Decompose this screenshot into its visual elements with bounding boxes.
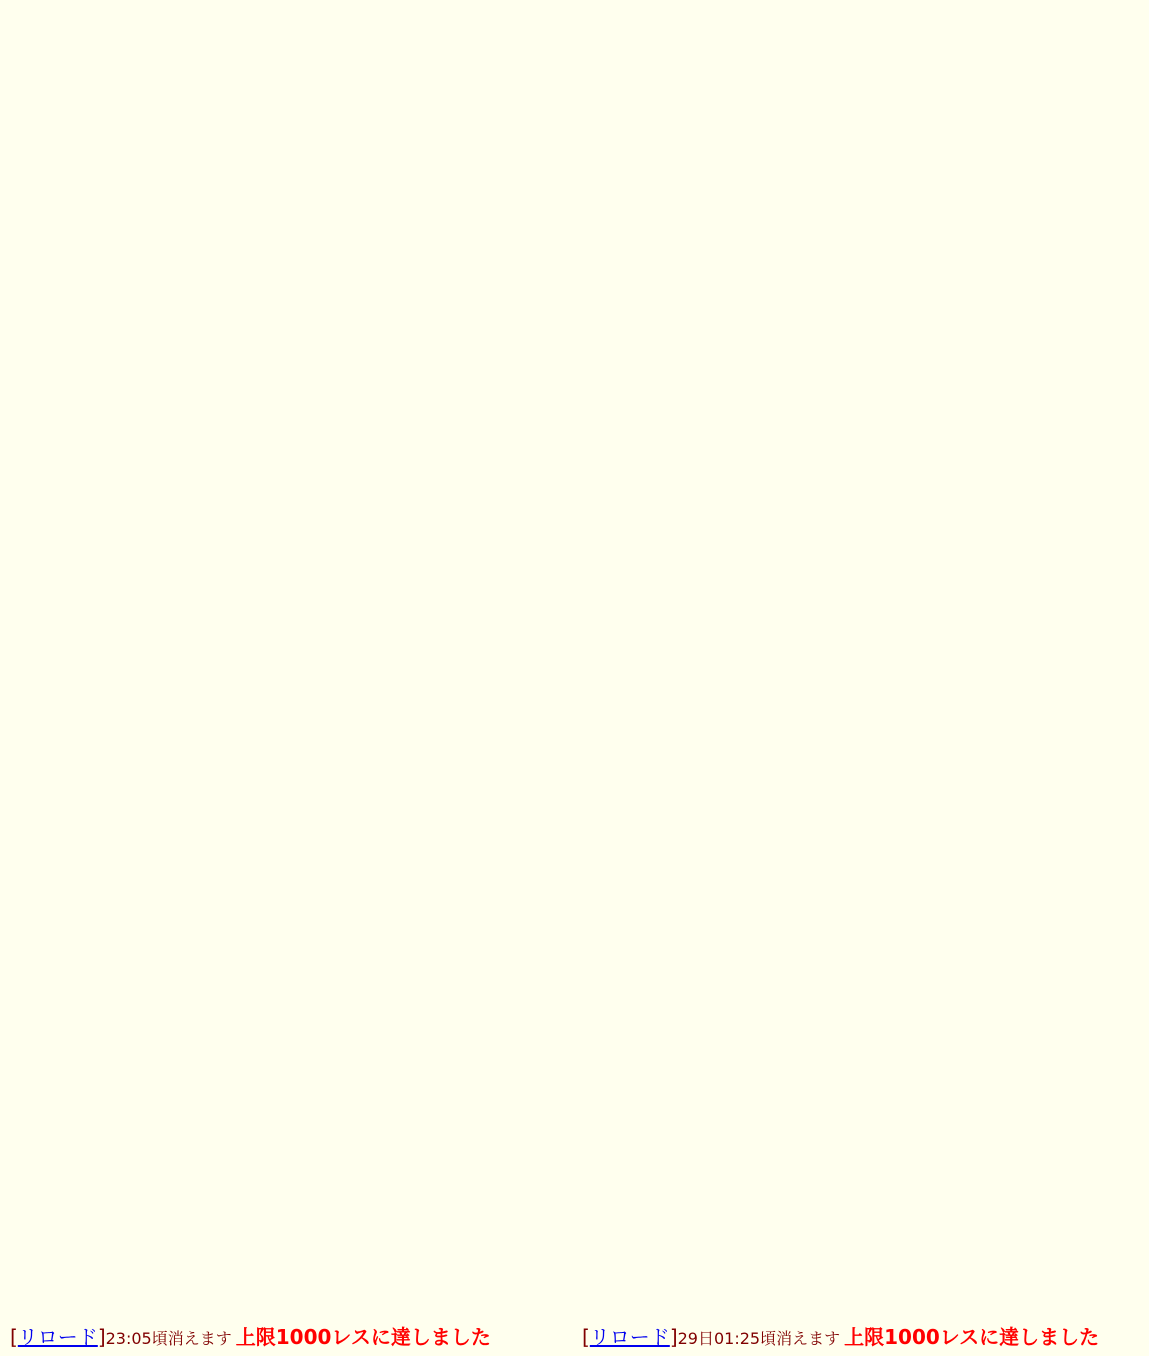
bracket-open: [ bbox=[582, 1325, 590, 1349]
reload-link[interactable]: リロード bbox=[17, 1325, 98, 1349]
right-footer bbox=[582, 1320, 1099, 1355]
expire-text: 29日01:25頃消えます bbox=[677, 1329, 841, 1348]
limit-notice: 上限1000レスに達しました bbox=[844, 1325, 1100, 1349]
left-footer bbox=[10, 1320, 491, 1355]
reload-link[interactable]: リロード bbox=[589, 1325, 670, 1349]
bracket-close: ] bbox=[669, 1325, 678, 1349]
expire-text: 23:05頃消えます bbox=[105, 1329, 232, 1348]
bracket-close: ] bbox=[97, 1325, 106, 1349]
bracket-open: [ bbox=[10, 1325, 18, 1349]
limit-notice: 上限1000レスに達しました bbox=[235, 1325, 491, 1349]
